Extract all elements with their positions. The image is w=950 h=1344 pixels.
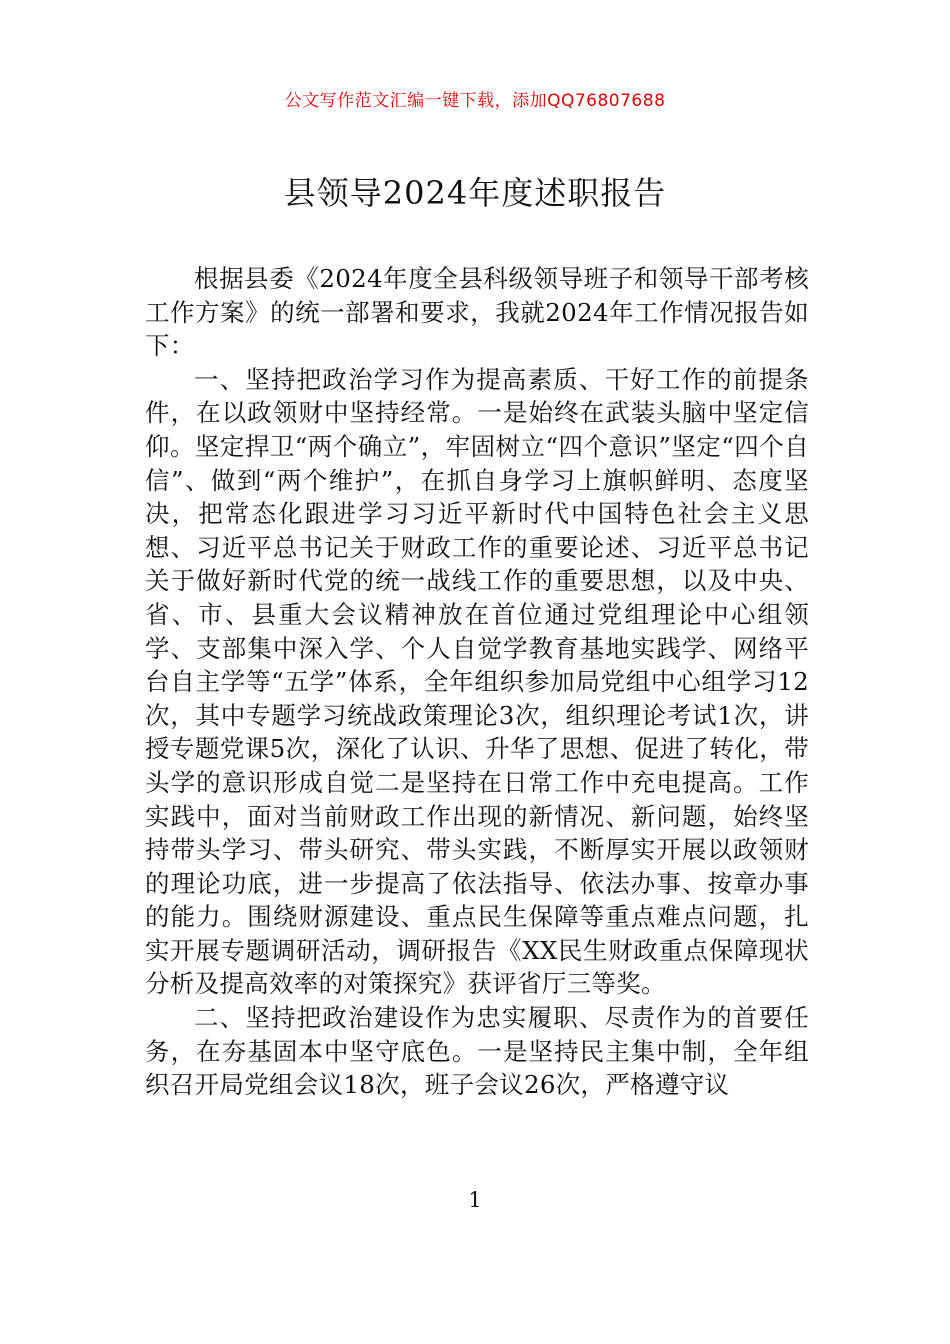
- document-title: 县领导2024年度述职报告: [283, 174, 667, 212]
- paragraph-section-two: 二、坚持把政治建设作为忠实履职、尽责作为的首要任务，在夯基固本中坚守底色。一是坚持民主集中制，全年组织召开局党组会议18次，班子会议26次，严格遵守议: [145, 1003, 809, 1100]
- page-number: 1: [468, 1188, 482, 1212]
- paragraph-intro: 根据县委《2024年度全县科级领导班子和领导干部考核工作方案》的统一部署和要求，我就2024年工作情况报告如下：: [145, 264, 809, 361]
- paragraph-section-one: 一、坚持把政治学习作为提高素质、干好工作的前提条件，在以政领财中坚持经常。一是始终在武装头脑中坚定信仰。坚定捍卫“两个确立”，牢固树立“四个意识”坚定“四个自信”、做到“两个维护”，在抓自身学习上旗帜鲜明、态度坚决，把常态化跟进学习习近平新时代中国特色社会主义思想、习近平总书记关于财政工作的重要论述、习近平总书记关于做好新时代党的统一战线工作的重要思想，以及中央、省、市、县重大会议精神放在首位通过党组理论中心组领学、支部集中深入学、个人自觉学教育基地实践学、网络平台自主学等“五学”体系，全年组织参加局党组中心组学习12次，其中专题学习统战政策理论3次，组织理论考试1次，讲授专题党课5次，深化了认识、升华了思想、促进了转化，带头学的意识形成自觉二是坚持在日常工作中充电提高。工作实践中，面对当前财政工作出现的新情况、新问题，始终坚持带头学习、带头研究、带头实践，不断厚实开展以政领财的理论功底，进一步提高了依法指导、依法办事、按章办事的能力。围绕财源建设、重点民生保障等重点难点问题，扎实开展专题调研活动，调研报告《XX民生财政重点保障现状分析及提高效率的对策探究》获评省厅三等奖。: [145, 364, 809, 999]
- document-body: [145, 262, 809, 1102]
- download-banner[interactable]: 公文写作范文汇编一键下载，添加QQ76807688: [284, 91, 666, 111]
